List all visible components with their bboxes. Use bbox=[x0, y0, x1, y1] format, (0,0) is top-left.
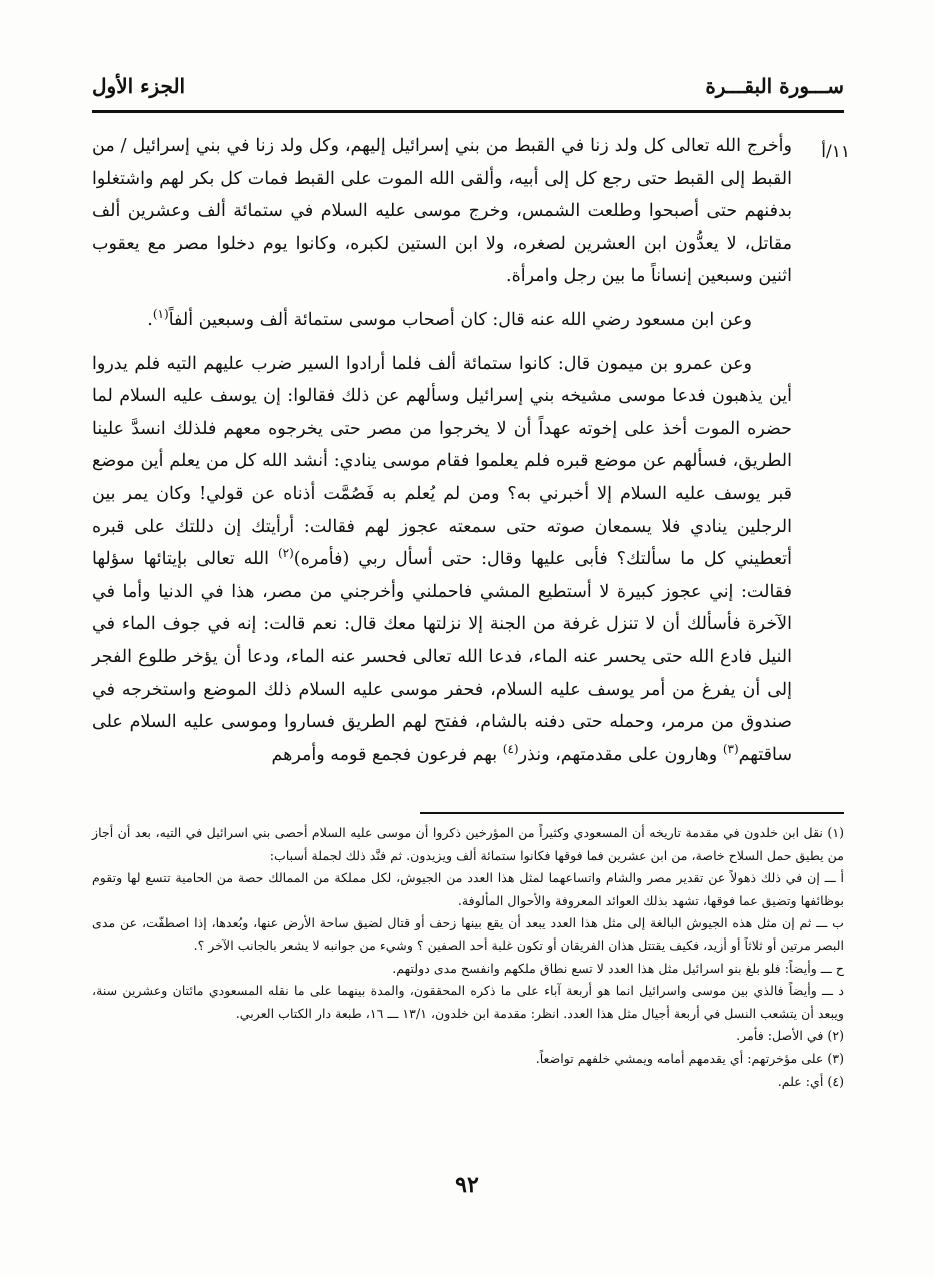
paragraph-3-part-b: الله تعالى بإيتائها سؤلها فقالت: إني عجوز كبيرة لا أستطيع المشي فاحملني وأخرجني من مصر، هذا في الدنيا وأما في الآخرة فأسألك أن لا تنزل غرفة من الجنة إلا نزلتها معك قال: نعم قالت: إنه في جوف الماء في النيل فادع الله حتى يحسر عنه الماء، فدعا الله تعالى فحسر عنه الماء، ودعا أن يؤخر طلوع الفجر إلى أن يفرغ من أمر يوسف عليه السلام، فحفر موسى عليه السلام ذلك الموضع واستخرجه في صندوق من مرمر، وحمله حتى دفنه بالشام، ففتح لهم الطريق فساروا وموسى عليه السلام على ساقتهم bbox=[92, 549, 792, 765]
footnote-3: (٣) على مؤخرتهم: أي يقدمهم أمامه ويمشي خلفهم تواضعاً. bbox=[535, 1050, 844, 1066]
surah-title: ســـورة البقـــرة bbox=[705, 74, 844, 98]
paragraph-3-part-d: بهم فرعون فجمع قومه وأمرهم bbox=[271, 744, 503, 765]
paragraph-1: وأخرج الله تعالى كل ولد زنا في القبط من بني إسرائيل إليهم، وكل ولد زنا في بني إسرائيل / من القبط إلى القبط حتى رجع كل إلى أبيه، وألقى الله الموت على القبط فمات كل بكر لهم واشتغلوا بدفنهم حتى أصبحوا وطلعت الشمس، وخرج موسى عليه السلام في ستمائة ألف وعشرين ألف مقاتل، لا يعدُّون ابن العشرين لصغره، ولا ابن الستين لكبره، وكانوا يوم دخلوا مصر مع يعقوب اثنين وسبعين إنساناً ما بين رجل وامرأة. bbox=[92, 136, 792, 287]
footnotes bbox=[92, 822, 844, 1093]
running-header bbox=[92, 70, 844, 113]
footnote-ref-1: (١) bbox=[152, 307, 169, 322]
paragraph-3-part-c: وهارون على مقدمتهم، ونذر bbox=[518, 744, 723, 765]
manuscript-folio-ref: ١١/أ bbox=[821, 142, 850, 162]
footnote-1-point-c: ح ـــ وأيضاً: فلو بلغ بنو اسرائيل مثل هذا العدد لا تسع نطاق ملكهم وانفسح مدى دولتهم. bbox=[392, 960, 844, 976]
footnote-ref-2: (٢) bbox=[277, 546, 294, 561]
paragraph-2-end: . bbox=[147, 309, 153, 330]
footnote-ref-3: (٣) bbox=[722, 741, 739, 756]
paragraph-3-part-a: وعن عمرو بن ميمون قال: كانوا ستمائة ألف فلما أرادوا السير ضرب عليهم التيه فلم يدروا أين يذهبون فدعا موسى مشيخه بني إسرائيل وسألهم عن ذلك فقالوا: إن يوسف عليه السلام لما حضره الموت أخذ على إخوته عهداً أن لا يخرجوا من مصر حتى يخرجوه معهم فلذلك انسدَّ علينا الطريق، فسألهم عن موضع قبره فلم يعلموا فقام موسى ينادي: أنشد الله كل من يعلم أين موضع قبر يوسف عليه السلام إلا أخبرني به؟ ومن لم يُعلم به فَصُمَّت أذناه عن قولي! وكان يمر بين الرجلين ينادي فلا يسمعان صوته حتى سمعته عجوز لهم فقالت: أرأيتك إن دللتك على قبره أتعطيني كل ما سألتك؟ فأبى عليها وقال: حتى أسأل ربي (فأمره) bbox=[92, 353, 792, 570]
footnote-ref-4: (٤) bbox=[502, 741, 519, 756]
footnote-1: (١) نقل ابن خلدون في مقدمة تاريخه أن المسعودي وكثيراً من المؤرخين ذكروا أن موسى عليه السلام أحصى بني اسرائيل في التيه، بعد أن أجاز من يطيق حمل السلاح خاصة، من ابن عشرين فما فوقها فكانوا ستمائة ألف ويزيدون. ثم فنَّد ذلك لجملة أسباب: bbox=[92, 825, 844, 863]
main-text bbox=[92, 130, 792, 771]
footnote-1-point-d: د ـــ وأيضاً فالذي بين موسى واسرائيل انما هو أربعة آباء على ما ذكره المحققون، والمدة بينهما على ما نقله المسعودي مائتان وعشرين سنة، ويبعد أن يتشعب النسل في أربعة أجيال مثل هذا العدد. انظر: مقدمة ابن خلدون، ١٣/١ ـــ ١٦، طبعة دار الكتاب العربي. bbox=[92, 983, 844, 1021]
paragraph-2 bbox=[92, 304, 792, 337]
volume-title: الجزء الأول bbox=[92, 74, 186, 98]
paragraph-3 bbox=[92, 348, 792, 772]
footnote-1-point-a: أ ـــ إن في ذلك ذهولاً عن تقدير مصر والشام واتساعهما لمثل هذا العدد من الجيوش، لكل مملكة من الممالك حصة من الحامية تتسع لها وتقوم بوظائفها وتضيق عما فوقها، تشهد بذلك العوائد المعروفة والأحوال المألوفة. bbox=[92, 870, 844, 908]
paragraph-2-text: وعن ابن مسعود رضي الله عنه قال: كان أصحاب موسى ستمائة ألف وسبعين ألفاً bbox=[168, 309, 752, 330]
footnote-4: (٤) أي: علم. bbox=[777, 1073, 844, 1089]
page-number: ٩٢ bbox=[455, 1172, 479, 1198]
footnote-divider bbox=[420, 812, 844, 814]
footnote-2: (٢) في الأصل: فأمر. bbox=[736, 1028, 844, 1044]
footnote-1-point-b: ب ـــ ثم إن مثل هذه الجيوش البالغة إلى مثل هذا العدد يبعد أن يقع بينها زحف أو قتال لضيق ساحة الأرض عنها، وبُعدها، إذا اصطفّت، عن مدى البصر مرتين أو ثلاثاً أو أزيد، فكيف يقتتل هذان الفريقان أو تكون غلبة أحد الصفين ؟ وشيء من جوانبه لا يشعر بالجانب الآخر ؟. bbox=[92, 915, 844, 953]
